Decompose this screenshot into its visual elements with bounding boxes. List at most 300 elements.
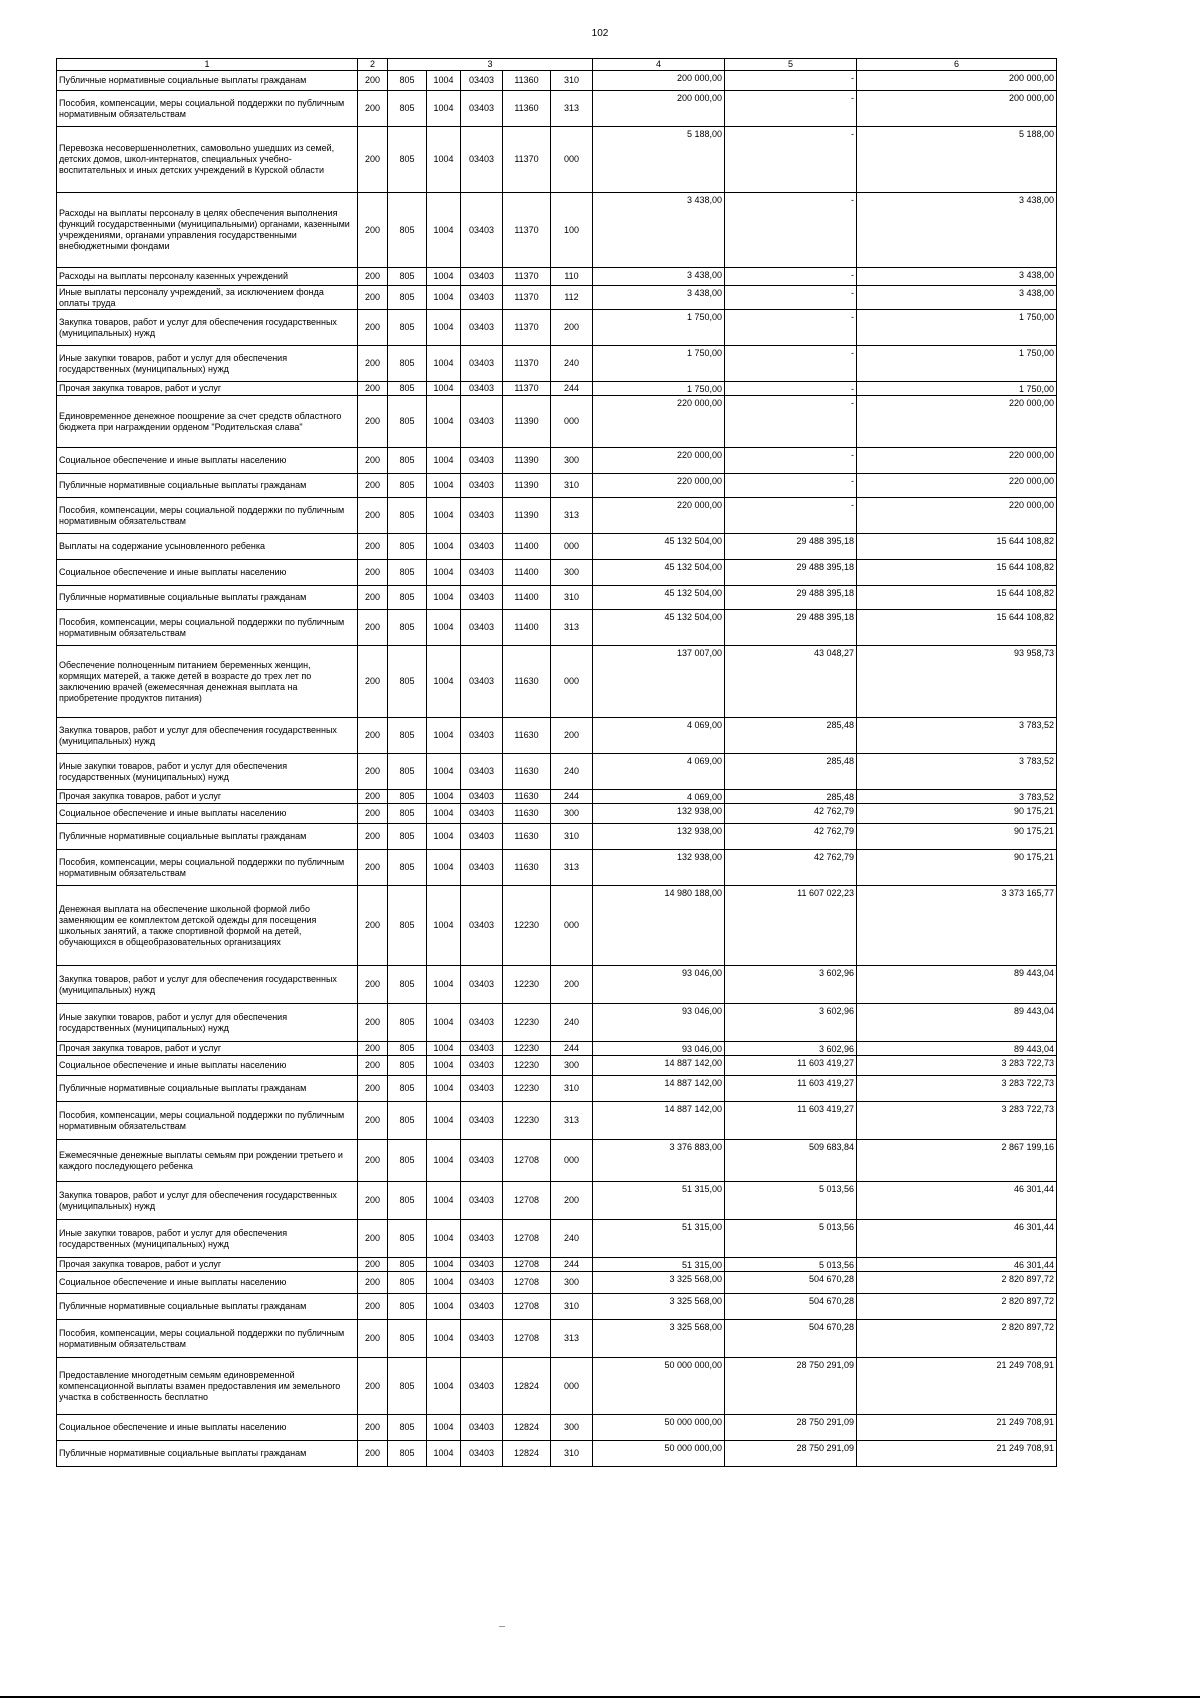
cell-c6: 310 [551,1294,593,1320]
cell-v6: 2 820 897,72 [857,1294,1057,1320]
cell-c2: 805 [388,268,427,286]
cell-c5: 11360 [503,71,551,91]
cell-v5: - [725,127,857,193]
table-row [57,1056,1057,1076]
cell-c6: 310 [551,474,593,498]
cell-name: Прочая закупка товаров, работ и услуг [57,1042,358,1056]
cell-c6: 300 [551,560,593,586]
cell-c4: 03403 [461,1182,503,1220]
cell-name: Пособия, компенсации, меры социальной поддержки по публичным нормативным обязательствам [57,91,358,127]
cell-c4: 03403 [461,1415,503,1441]
table-row [57,1441,1057,1467]
cell-c4: 03403 [461,1042,503,1056]
cell-v6: 3 783,52 [857,718,1057,754]
cell-v6: 3 438,00 [857,268,1057,286]
table-row [57,286,1057,310]
cell-c2: 805 [388,1004,427,1042]
cell-name: Перевозка несовершеннолетних, самовольно ушедших из семей, детских домов, школ-интернатов, специальных учебно-воспитательных и иных детских учреждений в Курской области [57,127,358,193]
cell-c5: 12708 [503,1140,551,1182]
cell-c2: 805 [388,966,427,1004]
cell-c4: 03403 [461,1441,503,1467]
cell-c2: 805 [388,534,427,560]
cell-v4: 45 132 504,00 [593,534,725,560]
cell-c2: 805 [388,1056,427,1076]
cell-c4: 03403 [461,1220,503,1258]
cell-v5: 3 602,96 [725,1042,857,1056]
table-row [57,1220,1057,1258]
cell-c6: 000 [551,1358,593,1415]
cell-name: Обеспечение полноценным питанием беременных женщин, кормящих матерей, а также детей в возрасте до трех лет по заключению врачей (ежемесячная денежная выплата на приобретение продуктов питания) [57,646,358,718]
cell-c2: 805 [388,310,427,346]
cell-c5: 12824 [503,1358,551,1415]
cell-name: Иные закупки товаров, работ и услуг для обеспечения государственных (муниципальных) нужд [57,1004,358,1042]
cell-name: Единовременное денежное поощрение за счет средств областного бюджета при награждении орденом "Родительская слава" [57,396,358,448]
table-row [57,1294,1057,1320]
page-bottom-border [0,1696,1200,1698]
cell-v5: 5 013,56 [725,1258,857,1272]
cell-c6: 244 [551,790,593,804]
table-row [57,346,1057,382]
cell-c6: 310 [551,586,593,610]
table-row [57,824,1057,850]
cell-v6: 46 301,44 [857,1258,1057,1272]
cell-v6: 2 820 897,72 [857,1320,1057,1358]
cell-name: Иные выплаты персоналу учреждений, за исключением фонда оплаты труда [57,286,358,310]
cell-c5: 12230 [503,1004,551,1042]
cell-v4: 1 750,00 [593,346,725,382]
cell-c4: 03403 [461,646,503,718]
cell-c2: 805 [388,754,427,790]
table-row [57,1415,1057,1441]
cell-c4: 03403 [461,610,503,646]
cell-c4: 03403 [461,382,503,396]
cell-c3: 1004 [427,1182,461,1220]
cell-c4: 03403 [461,396,503,448]
table-row [57,396,1057,448]
cell-v5: 285,48 [725,790,857,804]
cell-c3: 1004 [427,646,461,718]
cell-v5: - [725,268,857,286]
cell-v5: - [725,474,857,498]
cell-c6: 240 [551,1220,593,1258]
cell-c4: 03403 [461,824,503,850]
cell-c1: 200 [358,498,388,534]
cell-c6: 300 [551,1056,593,1076]
cell-c5: 11630 [503,824,551,850]
cell-c4: 03403 [461,718,503,754]
cell-c6: 313 [551,498,593,534]
cell-c4: 03403 [461,586,503,610]
cell-c1: 200 [358,1042,388,1056]
cell-c4: 03403 [461,1076,503,1102]
cell-c1: 200 [358,790,388,804]
cell-c5: 12824 [503,1415,551,1441]
cell-c5: 11370 [503,268,551,286]
cell-c1: 200 [358,804,388,824]
cell-name: Расходы на выплаты персоналу в целях обеспечения выполнения функций государственными (муниципальными) органами, казенными учреждениями, органами управления государственными внебюджетными фондами [57,193,358,268]
cell-c4: 03403 [461,1004,503,1042]
cell-v6: 200 000,00 [857,91,1057,127]
cell-v6: 90 175,21 [857,850,1057,886]
cell-v6: 89 443,04 [857,1004,1057,1042]
cell-c3: 1004 [427,886,461,966]
cell-c2: 805 [388,193,427,268]
cell-v5: 3 602,96 [725,1004,857,1042]
cell-v4: 14 980 188,00 [593,886,725,966]
cell-v5: - [725,346,857,382]
cell-c1: 200 [358,1220,388,1258]
cell-c5: 11400 [503,560,551,586]
cell-c2: 805 [388,1102,427,1140]
cell-c1: 200 [358,91,388,127]
cell-c1: 200 [358,448,388,474]
cell-c6: 000 [551,1140,593,1182]
cell-name: Иные закупки товаров, работ и услуг для обеспечения государственных (муниципальных) нужд [57,754,358,790]
cell-c3: 1004 [427,1076,461,1102]
cell-name: Социальное обеспечение и иные выплаты населению [57,1415,358,1441]
cell-c6: 244 [551,1258,593,1272]
table-body [57,71,1057,1467]
cell-c2: 805 [388,804,427,824]
cell-c1: 200 [358,754,388,790]
cell-c1: 200 [358,824,388,850]
cell-name: Расходы на выплаты персоналу казенных учреждений [57,268,358,286]
budget-table [56,58,1057,1467]
cell-c4: 03403 [461,1358,503,1415]
cell-c1: 200 [358,1415,388,1441]
cell-c4: 03403 [461,850,503,886]
cell-v5: - [725,286,857,310]
cell-c2: 805 [388,474,427,498]
cell-c3: 1004 [427,790,461,804]
cell-c2: 805 [388,824,427,850]
cell-v5: 504 670,28 [725,1320,857,1358]
table-row [57,1004,1057,1042]
cell-c1: 200 [358,1258,388,1272]
cell-c2: 805 [388,646,427,718]
cell-c5: 11390 [503,474,551,498]
cell-v6: 2 867 199,16 [857,1140,1057,1182]
cell-c3: 1004 [427,1272,461,1294]
cell-v5: 11 603 419,27 [725,1102,857,1140]
cell-name: Закупка товаров, работ и услуг для обеспечения государственных (муниципальных) нужд [57,966,358,1004]
cell-c1: 200 [358,127,388,193]
table-row [57,850,1057,886]
cell-c1: 200 [358,534,388,560]
cell-c3: 1004 [427,1258,461,1272]
cell-c5: 11370 [503,127,551,193]
cell-c6: 313 [551,850,593,886]
cell-c3: 1004 [427,1441,461,1467]
cell-c6: 300 [551,804,593,824]
cell-name: Денежная выплата на обеспечение школьной формой либо заменяющим ее комплектом детской одежды для посещения школьных занятий, а также спортивной формой на детей, обучающихся в общеобразовательных организациях [57,886,358,966]
cell-c6: 110 [551,268,593,286]
cell-v6: 46 301,44 [857,1220,1057,1258]
cell-c6: 300 [551,1272,593,1294]
table-row [57,268,1057,286]
cell-v5: 28 750 291,09 [725,1441,857,1467]
cell-c2: 805 [388,498,427,534]
table-row [57,534,1057,560]
cell-v6: 3 783,52 [857,790,1057,804]
cell-c1: 200 [358,268,388,286]
table-row [57,448,1057,474]
table-row [57,1042,1057,1056]
cell-c2: 805 [388,886,427,966]
cell-name: Социальное обеспечение и иные выплаты населению [57,560,358,586]
cell-c6: 200 [551,718,593,754]
cell-c1: 200 [358,610,388,646]
cell-v6: 90 175,21 [857,824,1057,850]
cell-v5: 5 013,56 [725,1220,857,1258]
cell-c3: 1004 [427,396,461,448]
cell-c1: 200 [358,1076,388,1102]
cell-v4: 93 046,00 [593,1042,725,1056]
cell-c2: 805 [388,396,427,448]
cell-name: Пособия, компенсации, меры социальной поддержки по публичным нормативным обязательствам [57,850,358,886]
cell-c3: 1004 [427,498,461,534]
cell-c6: 310 [551,824,593,850]
cell-name: Закупка товаров, работ и услуг для обеспечения государственных (муниципальных) нужд [57,1182,358,1220]
cell-c1: 200 [358,1358,388,1415]
cell-name: Пособия, компенсации, меры социальной поддержки по публичным нормативным обязательствам [57,610,358,646]
cell-c5: 11390 [503,448,551,474]
cell-c4: 03403 [461,193,503,268]
cell-c5: 11630 [503,754,551,790]
cell-c5: 12708 [503,1294,551,1320]
table-row [57,1258,1057,1272]
cell-c4: 03403 [461,1258,503,1272]
cell-c5: 11630 [503,718,551,754]
cell-c1: 200 [358,310,388,346]
header-col-5: 5 [725,59,857,71]
cell-c3: 1004 [427,193,461,268]
cell-v4: 1 750,00 [593,382,725,396]
cell-v5: - [725,498,857,534]
cell-c4: 03403 [461,268,503,286]
cell-c3: 1004 [427,1415,461,1441]
table-row [57,1182,1057,1220]
cell-c1: 200 [358,382,388,396]
cell-name: Закупка товаров, работ и услуг для обеспечения государственных (муниципальных) нужд [57,310,358,346]
cell-c3: 1004 [427,1320,461,1358]
cell-c2: 805 [388,346,427,382]
table-row [57,1272,1057,1294]
cell-v4: 5 188,00 [593,127,725,193]
cell-c1: 200 [358,346,388,382]
cell-c6: 313 [551,1320,593,1358]
cell-c5: 12708 [503,1182,551,1220]
cell-c5: 11630 [503,646,551,718]
cell-c5: 12230 [503,1042,551,1056]
cell-c6: 000 [551,886,593,966]
cell-c6: 000 [551,127,593,193]
cell-c2: 805 [388,610,427,646]
cell-c3: 1004 [427,1056,461,1076]
cell-v4: 14 887 142,00 [593,1102,725,1140]
cell-c6: 313 [551,91,593,127]
cell-v6: 21 249 708,91 [857,1441,1057,1467]
table-row [57,1102,1057,1140]
cell-c4: 03403 [461,1102,503,1140]
cell-c1: 200 [358,1056,388,1076]
cell-c4: 03403 [461,560,503,586]
cell-c5: 12230 [503,966,551,1004]
cell-v4: 1 750,00 [593,310,725,346]
cell-c6: 240 [551,754,593,790]
cell-c4: 03403 [461,1320,503,1358]
cell-v4: 51 315,00 [593,1258,725,1272]
cell-v4: 3 376 883,00 [593,1140,725,1182]
cell-c4: 03403 [461,346,503,382]
cell-c6: 310 [551,1441,593,1467]
cell-v5: - [725,71,857,91]
cell-v5: 28 750 291,09 [725,1415,857,1441]
cell-c3: 1004 [427,1102,461,1140]
cell-c1: 200 [358,1294,388,1320]
cell-c6: 244 [551,1042,593,1056]
cell-c1: 200 [358,193,388,268]
cell-c4: 03403 [461,534,503,560]
cell-v4: 3 325 568,00 [593,1272,725,1294]
cell-v5: 42 762,79 [725,824,857,850]
cell-c5: 12230 [503,1102,551,1140]
cell-c3: 1004 [427,850,461,886]
cell-c5: 11630 [503,804,551,824]
cell-c3: 1004 [427,91,461,127]
cell-c5: 11370 [503,286,551,310]
cell-c3: 1004 [427,610,461,646]
cell-c5: 11400 [503,534,551,560]
cell-v5: 504 670,28 [725,1294,857,1320]
cell-c3: 1004 [427,1358,461,1415]
cell-v4: 220 000,00 [593,474,725,498]
cell-c2: 805 [388,1415,427,1441]
cell-c2: 805 [388,1076,427,1102]
cell-c1: 200 [358,1102,388,1140]
cell-name: Предоставление многодетным семьям единовременной компенсационной выплаты взамен предоставления им земельного участка в собственность бесплатно [57,1358,358,1415]
cell-c5: 11400 [503,586,551,610]
cell-c5: 12230 [503,886,551,966]
cell-c5: 12230 [503,1056,551,1076]
cell-v6: 89 443,04 [857,966,1057,1004]
cell-name: Публичные нормативные социальные выплаты гражданам [57,1441,358,1467]
cell-c3: 1004 [427,1294,461,1320]
cell-c2: 805 [388,1182,427,1220]
cell-c4: 03403 [461,1140,503,1182]
table-row [57,646,1057,718]
cell-c1: 200 [358,1182,388,1220]
cell-c2: 805 [388,1140,427,1182]
cell-name: Пособия, компенсации, меры социальной поддержки по публичным нормативным обязательствам [57,498,358,534]
cell-c3: 1004 [427,560,461,586]
table-row [57,498,1057,534]
cell-c3: 1004 [427,718,461,754]
cell-v4: 3 438,00 [593,286,725,310]
cell-v5: 11 603 419,27 [725,1056,857,1076]
cell-v6: 21 249 708,91 [857,1415,1057,1441]
table-row [57,474,1057,498]
cell-v5: 504 670,28 [725,1272,857,1294]
cell-v5: 29 488 395,18 [725,610,857,646]
cell-v5: - [725,310,857,346]
cell-v6: 220 000,00 [857,474,1057,498]
cell-v4: 132 938,00 [593,824,725,850]
cell-c2: 805 [388,1441,427,1467]
cell-c6: 313 [551,1102,593,1140]
cell-c5: 11630 [503,850,551,886]
cell-v4: 50 000 000,00 [593,1358,725,1415]
cell-v6: 3 438,00 [857,193,1057,268]
cell-name: Прочая закупка товаров, работ и услуг [57,1258,358,1272]
table-row [57,804,1057,824]
cell-v6: 15 644 108,82 [857,586,1057,610]
cell-c2: 805 [388,1220,427,1258]
cell-c5: 11400 [503,610,551,646]
cell-c1: 200 [358,966,388,1004]
cell-c1: 200 [358,286,388,310]
cell-name: Социальное обеспечение и иные выплаты населению [57,1272,358,1294]
table-row [57,790,1057,804]
cell-v4: 3 325 568,00 [593,1320,725,1358]
cell-c6: 310 [551,1076,593,1102]
cell-c3: 1004 [427,382,461,396]
cell-v6: 89 443,04 [857,1042,1057,1056]
cell-c6: 310 [551,71,593,91]
table-row [57,754,1057,790]
cell-name: Публичные нормативные социальные выплаты гражданам [57,824,358,850]
cell-c4: 03403 [461,474,503,498]
cell-c2: 805 [388,1294,427,1320]
cell-c1: 200 [358,718,388,754]
cell-c1: 200 [358,586,388,610]
cell-v4: 14 887 142,00 [593,1056,725,1076]
cell-c6: 000 [551,396,593,448]
cell-c1: 200 [358,560,388,586]
cell-c6: 200 [551,966,593,1004]
header-col-2: 2 [358,59,388,71]
cell-name: Пособия, компенсации, меры социальной поддержки по публичным нормативным обязательствам [57,1102,358,1140]
cell-c2: 805 [388,448,427,474]
cell-v5: - [725,396,857,448]
cell-c4: 03403 [461,1294,503,1320]
cell-v5: 11 603 419,27 [725,1076,857,1102]
table-row [57,560,1057,586]
cell-c2: 805 [388,1320,427,1358]
table-row [57,71,1057,91]
cell-c2: 805 [388,790,427,804]
cell-c3: 1004 [427,1004,461,1042]
cell-c3: 1004 [427,1220,461,1258]
cell-c3: 1004 [427,127,461,193]
cell-c4: 03403 [461,886,503,966]
table-row [57,1076,1057,1102]
cell-c2: 805 [388,286,427,310]
cell-v4: 137 007,00 [593,646,725,718]
cell-c6: 244 [551,382,593,396]
cell-c3: 1004 [427,1042,461,1056]
cell-name: Публичные нормативные социальные выплаты гражданам [57,474,358,498]
cell-c5: 12708 [503,1220,551,1258]
cell-c6: 313 [551,610,593,646]
cell-c3: 1004 [427,804,461,824]
cell-v5: 11 607 022,23 [725,886,857,966]
cell-c4: 03403 [461,754,503,790]
cell-c4: 03403 [461,71,503,91]
cell-name: Закупка товаров, работ и услуг для обеспечения государственных (муниципальных) нужд [57,718,358,754]
cell-v6: 3 373 165,77 [857,886,1057,966]
cell-v4: 14 887 142,00 [593,1076,725,1102]
